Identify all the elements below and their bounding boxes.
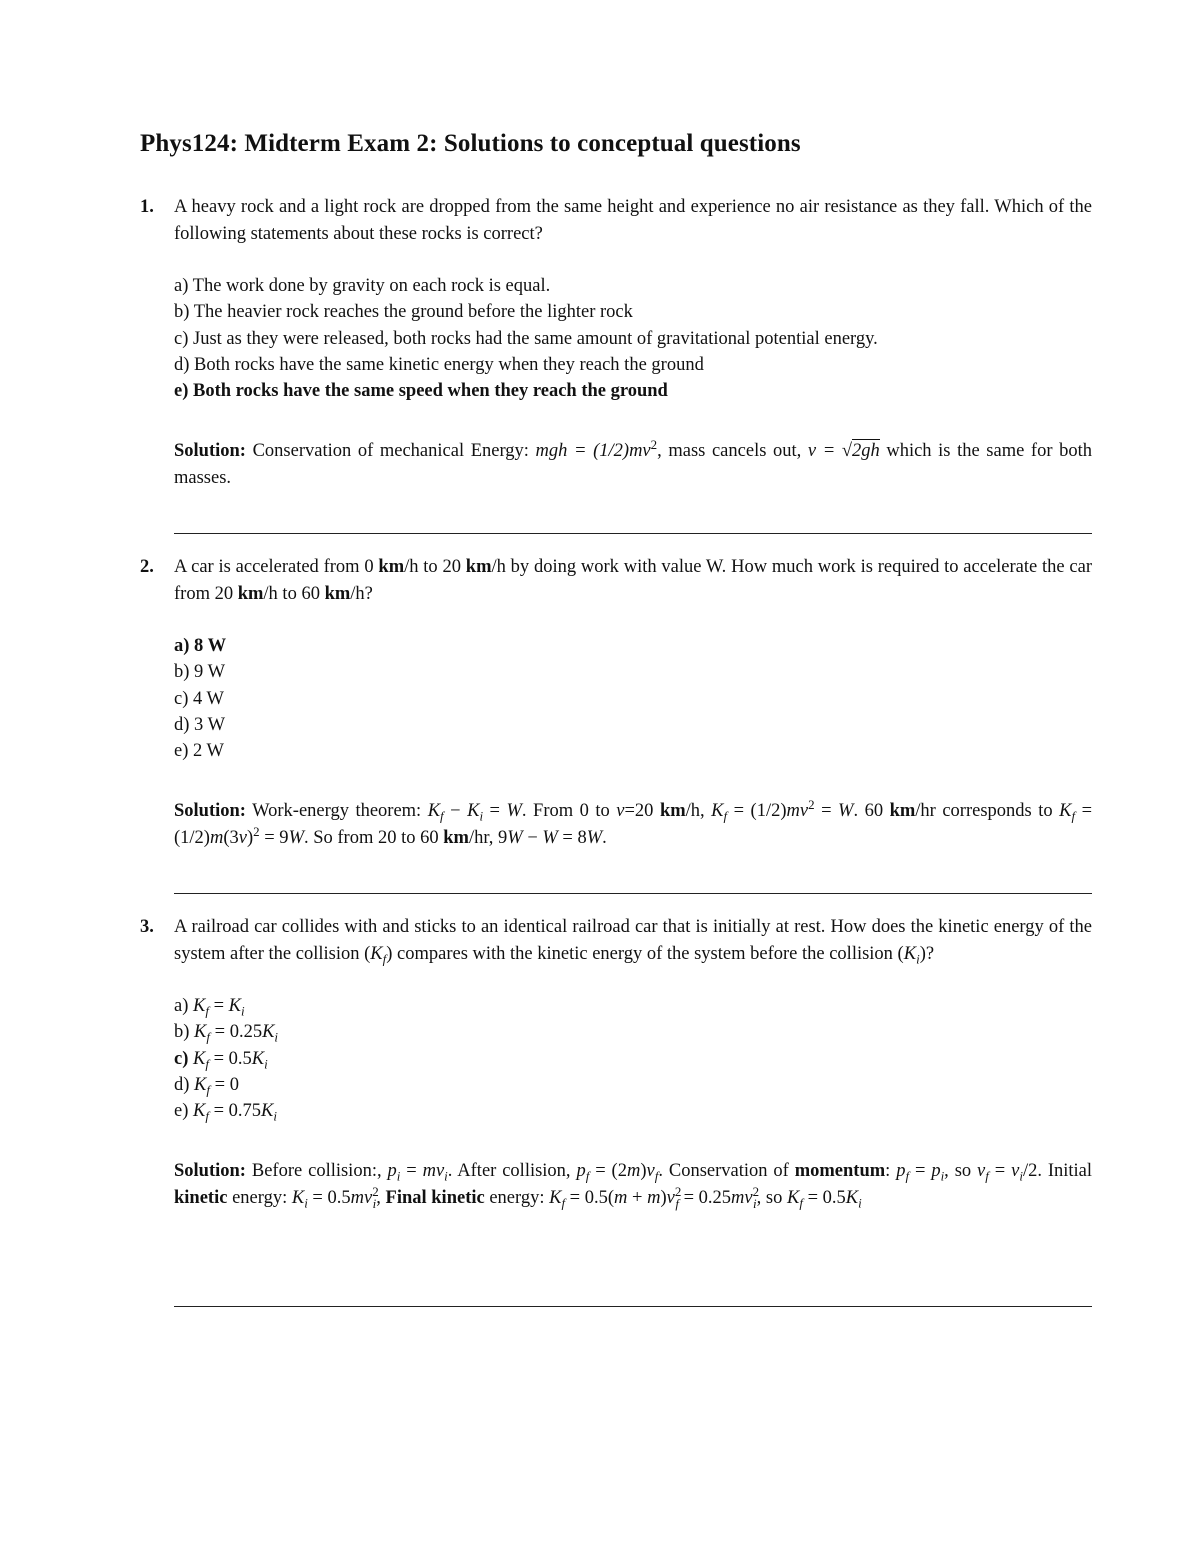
text-fragment: i [753,1195,757,1211]
option-a-correct: a) 8 W [174,636,227,656]
text-fragment: f [654,1169,659,1185]
text-fragment: /hr corresponds to [915,801,1060,822]
text-fragment: i [372,1195,377,1211]
text-fragment: km [324,583,351,604]
text-fragment: = [988,1161,1012,1182]
question-1-text [140,194,1092,247]
text-fragment: W [838,801,854,822]
text-fragment: + [627,1187,648,1208]
text-fragment: v [616,801,625,822]
text-fragment: 0.5 [228,1048,252,1069]
text-fragment: − [443,801,468,822]
text-fragment: = [483,801,507,822]
text-fragment: )? [919,943,935,964]
question-3-options [174,993,1092,1124]
option-c: c) Just as they were released, both rocks had the same amount of gravitational potential energy. [174,328,878,349]
text-fragment: kinetic [174,1187,228,1208]
section-divider-3 [174,1306,1092,1307]
text-fragment: Final kinetic [385,1187,485,1208]
text-fragment: K [845,1187,859,1208]
text-fragment: , mass cancels out, [657,441,808,462]
text-fragment: K [903,943,917,964]
text-fragment: f [440,809,444,825]
text-fragment: = (2 [589,1161,627,1182]
text-fragment: e) [174,1101,189,1122]
text-fragment: /h to 20 [404,557,466,577]
text-fragment: = [400,1161,423,1182]
text-fragment: i [304,1195,308,1211]
text-fragment: km [237,583,264,604]
text-fragment: W [586,827,603,848]
text-fragment: /h? [350,583,373,604]
text-fragment: i [240,1003,245,1019]
text-fragment: ) [246,827,254,848]
text-fragment: = 8 [557,827,587,848]
text-fragment: 0 [229,1074,239,1095]
text-fragment: = [210,1022,230,1043]
text-fragment: K [291,1187,305,1208]
option-e-correct: e) Both rocks have the same speed when they reach the ground [174,381,668,402]
question-1 [140,194,1092,491]
text-fragment: − [522,827,543,848]
text-fragment: ) [640,1161,647,1182]
text-fragment: K [193,996,206,1016]
text-fragment: . From 0 to [521,801,617,822]
text-fragment: f [205,1108,209,1124]
text-fragment: km [443,827,469,848]
text-fragment: i [1019,1169,1023,1185]
text-fragment: K [549,1187,562,1208]
text-fragment: f [985,1169,989,1185]
text-fragment: , so [756,1187,787,1208]
text-fragment: ) [660,1187,667,1208]
text-fragment: /hr, 9 [468,827,508,848]
text-fragment: d) [174,1074,190,1095]
sqrt-symbol: √ [841,441,852,462]
text-fragment: K [1059,801,1072,822]
text-fragment: f [905,1169,910,1185]
text-fragment: p [931,1161,941,1182]
text-fragment: W [542,827,558,848]
text-fragment: A railroad car collides with and sticks to an identical railroad car that is initially at rest. How does the kinetic energy of the system after the collision ( [174,917,1092,964]
text-fragment: K [370,943,383,964]
text-fragment: K [193,1048,206,1069]
text-fragment: . So from 20 to 60 [303,827,444,848]
text-fragment: Work-energy theorem: [252,801,428,822]
text-fragment: km [889,801,916,822]
text-fragment: K [228,996,241,1016]
text-fragment: K [427,801,441,822]
text-fragment: K [786,1187,800,1208]
text-fragment: i [273,1108,277,1124]
text-fragment: . Conservation of [658,1161,795,1182]
text-fragment: mv [350,1187,373,1208]
question-1-options [174,273,1092,404]
page-title: Phys124: Midterm Exam 2: Solutions to conceptual questions [140,130,801,157]
text-fragment: = [208,1101,229,1122]
text-fragment: v [977,1161,986,1182]
text-fragment: v [646,1161,655,1182]
text-fragment: 2 [372,1183,379,1199]
text-fragment: = [208,996,229,1016]
text-fragment: mv [422,1161,445,1182]
text-fragment: i [444,1169,448,1185]
text-fragment: energy: [227,1187,292,1208]
text-fragment: . [602,827,607,848]
question-1-solution [174,438,1092,491]
text-fragment: f [585,1169,590,1185]
question-3-text [140,914,1092,967]
text-fragment: f [206,1082,210,1098]
question-2 [140,554,1092,851]
text-fragment: 2 [674,1183,682,1199]
text-fragment: v [1011,1161,1020,1182]
text-fragment: = (1/2) [727,801,787,822]
text-fragment: m [626,1161,641,1182]
text-fragment: (3 [223,827,239,848]
question-2-text [140,554,1092,607]
text-fragment: 2 [808,797,815,813]
text-fragment: p [896,1161,906,1182]
text-fragment: . 60 [853,801,890,822]
text-fragment: b) [174,1022,190,1043]
text-fragment: /h to 60 [263,583,325,604]
text-fragment: 0.75 [228,1101,262,1122]
question-2-solution [174,798,1092,851]
question-3-number: 3. [140,917,154,937]
option-c-correct [174,1046,1092,1072]
text-fragment: v [666,1187,675,1208]
text-fragment: energy: [484,1187,550,1208]
text-fragment: p [576,1161,586,1182]
text-fragment: = [208,1048,229,1069]
text-fragment: A heavy rock and a light rock are dropped from the same height and experience no air resistance as they fall. Which of the following statements about these rocks is correct? [174,197,1092,244]
question-2-number: 2. [140,557,154,577]
text-fragment: W [288,827,304,848]
text-fragment: K [194,1022,207,1043]
text-fragment: /h by doing work with value W. How much work is required to accelerate the car from 20 [174,557,1092,604]
text-fragment: Conservation of mechanical Energy: [252,441,536,462]
text-fragment: i [940,1169,945,1185]
text-fragment: K [194,1074,207,1095]
solution-label: Solution: [174,441,246,462]
text-fragment: /h, [685,801,712,822]
text-fragment: 0.25 [229,1022,263,1043]
text-fragment: f [799,1195,803,1211]
option-b: b) 9 W [174,662,226,683]
text-fragment: a) [174,996,189,1016]
text-fragment: A car is accelerated from 0 [174,557,379,577]
text-fragment: Before collision:, [251,1161,388,1182]
option-a [174,993,1092,1019]
text-fragment: i [274,1029,279,1045]
text-fragment: =20 [624,801,660,822]
text-fragment: f [206,1029,210,1045]
text-fragment: f [723,809,728,825]
option-a: a) The work done by gravity on each rock is equal. [174,276,551,296]
section-divider-2 [174,893,1092,894]
text-fragment: = [210,1074,230,1095]
text-fragment: f [1071,809,1076,825]
text-fragment: = 0.5 [307,1187,351,1208]
text-fragment: i [396,1169,401,1185]
text-fragment: , so [944,1161,978,1182]
option-b: b) The heavier rock reaches the ground before the lighter rock [174,302,633,323]
text-fragment: : [885,1161,897,1182]
option-e: e) 2 W [174,741,224,762]
text-fragment: f [382,951,387,967]
text-fragment: i [916,951,920,967]
text-fragment: K [193,1101,206,1122]
text-fragment: km [378,557,405,577]
text-fragment: mv [731,1187,753,1208]
text-fragment: km [465,557,492,577]
text-fragment: = 0.5 [802,1187,846,1208]
sqrt-radicand: 2gh [851,441,880,462]
text-fragment: = 9 [259,827,289,848]
text-fragment: m [614,1187,628,1208]
text-fragment: f [675,1195,679,1211]
text-fragment: K [467,801,480,822]
question-2-options [174,633,1092,764]
text-fragment: 2 [650,437,658,453]
text-fragment: = (1/2) [174,801,1093,848]
text-fragment: = [814,801,839,822]
text-fragment: momentum [794,1161,886,1182]
solution-label: Solution: [174,801,246,822]
text-fragment: W [507,827,523,848]
option-b [174,1019,1092,1045]
question-1-number: 1. [140,197,154,217]
text-fragment: = [909,1161,932,1182]
text-fragment: W [506,801,522,822]
text-fragment: v = [807,441,842,462]
text-fragment: m [209,827,224,848]
text-fragment: mv [786,801,809,822]
text-fragment: i [479,809,484,825]
text-fragment: v [238,827,247,848]
text-fragment: mgh = (1/2)mv [535,441,651,462]
text-fragment: K [261,1101,274,1122]
text-fragment: = 0.25 [678,1187,731,1208]
text-fragment: . After collision, [447,1161,577,1182]
text-fragment: f [561,1195,566,1211]
text-fragment: K [251,1048,265,1069]
option-c: c) 4 W [174,688,224,709]
option-d [174,1072,1092,1098]
solution-label: Solution: [174,1161,246,1182]
text-fragment: km [659,801,686,822]
text-fragment: , [376,1187,386,1208]
text-fragment: i [264,1056,268,1072]
option-d: d) 3 W [174,714,226,735]
text-fragment: 2 [752,1183,760,1199]
text-fragment: m [647,1187,661,1208]
text-fragment: K [262,1022,275,1043]
text-fragment: /2. Initial [1022,1161,1093,1182]
text-fragment: K [711,801,724,822]
question-3 [140,914,1092,1211]
text-fragment: ) compares with the kinetic energy of the system before the collision ( [386,943,904,964]
option-e [174,1098,1092,1124]
text-fragment: f [205,1003,209,1019]
text-fragment: = 0.5( [565,1187,615,1208]
text-fragment: which is the same for both masses. [174,441,1092,488]
text-fragment: 2 [253,823,260,839]
option-d: d) Both rocks have the same kinetic energy when they reach the ground [174,354,704,375]
text-fragment: f [205,1056,209,1072]
question-3-solution [174,1158,1092,1211]
text-fragment: c) [174,1048,189,1069]
text-fragment: p [387,1161,397,1182]
text-fragment: i [858,1195,862,1211]
section-divider-1 [174,533,1092,534]
